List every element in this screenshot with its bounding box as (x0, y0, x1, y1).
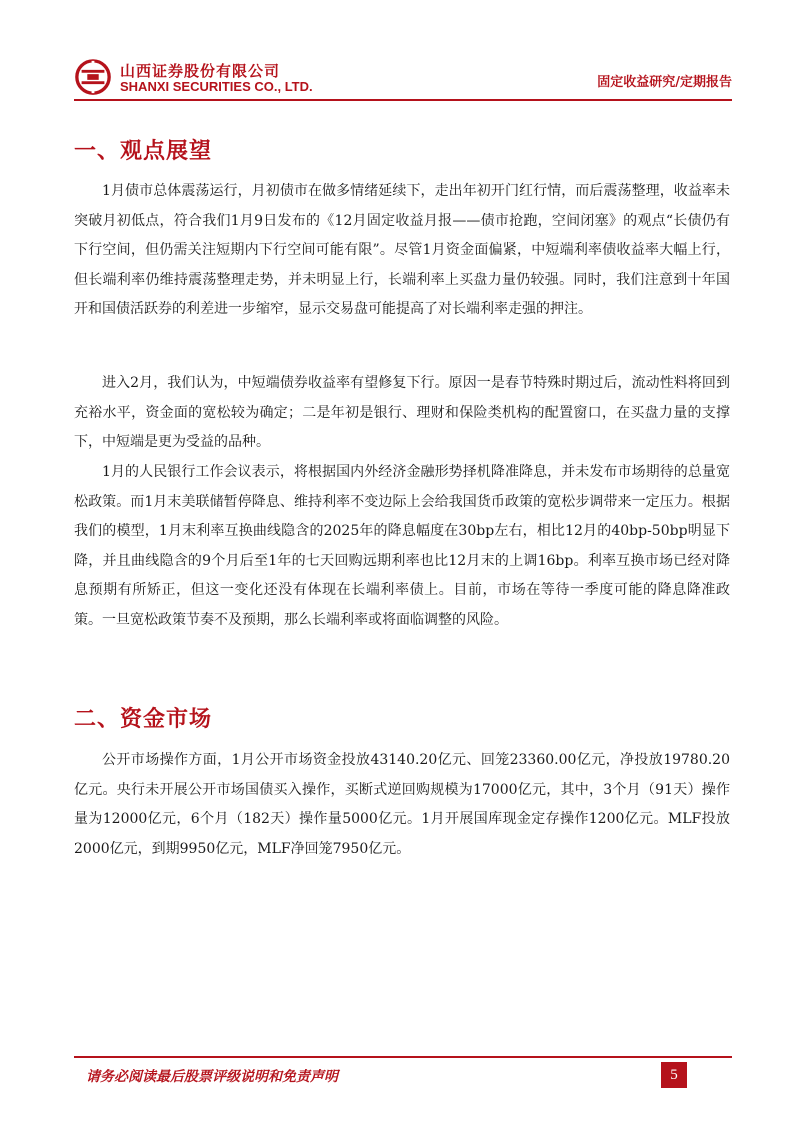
outlook-paragraph-3: 1月的人民银行工作会议表示，将根据国内外经济金融形势择机降准降息，并未发布市场期待的总量宽松政策。而1月末美联储暂停降息、维持利率不变边际上会给我国货币政策的宽松步调带来一定压力。根据我们的模型，1月末利率互换曲线隐含的2025年的降息幅度在30bp左右，相比12月的40bp-50bp明显下降，并且曲线隐含的9个月后至1年的七天回购远期利率也比12月末的上调16bp。利率互换市场已经对降息预期有所矫正，但这一变化还没有体现在长端利率债上。目前，市场在等待一季度可能的降息降准政策。一旦宽松政策节奏不及预期，那么长端利率或将面临调整的风险。 (74, 464, 730, 628)
outlook-paragraph-1: 1月债市总体震荡运行，月初债市在做多情绪延续下，走出年初开门红行情，而后震荡整理，收益率未突破月初低点，符合我们1月9日发布的《12月固定收益月报——债市抢跑，空间闭塞》的观点“长债仍有下行空间，但仍需关注短期内下行空间可能有限”。尽管1月资金面偏紧，中短端利率债收益率大幅上行，但长端利率仍维持震荡整理走势，并未明显上行，长端利率上买盘力量仍较强。同时，我们注意到十年国开和国债活跃券的利差进一步缩窄，显示交易盘可能提高了对长端利率走强的押注。 (74, 183, 730, 317)
company-name-en: SHANXI SECURITIES CO., LTD. (120, 79, 313, 94)
section-title-outlook: 一、观点展望 (74, 139, 213, 164)
disclaimer-link[interactable]: 请务必阅读最后股票评级说明和免责声明 (86, 1069, 338, 1085)
outlook-paragraph-2: 进入2月，我们认为，中短端债券收益率有望修复下行。原因一是春节特殊时期过后，流动性料将回到充裕水平，资金面的宽松较为确定；二是年初是银行、理财和保险类机构的配置窗口，在买盘力量的支撑下，中短端是更为受益的品种。 (74, 375, 730, 450)
money-market-paragraph-1: 公开市场操作方面，1月公开市场资金投放43140.20亿元、回笼23360.00亿元，净投放19780.20亿元。央行未开展公开市场国债买入操作，买断式逆回购规模为17000亿元，其中，3个月（91天）操作量为12000亿元，6个月（182天）操作量5000亿元。1月开展国库现金定存操作1200亿元。MLF投放2000亿元，到期9950亿元，MLF净回笼7950亿元。 (74, 752, 730, 857)
company-name-cn: 山西证券股份有限公司 (120, 62, 281, 80)
header-divider (74, 99, 732, 101)
shanxi-securities-logo-icon (74, 58, 112, 96)
report-category: 固定收益研究/定期报告 (597, 75, 732, 90)
footer-divider (74, 1056, 732, 1058)
page-header (0, 0, 802, 102)
page-number: 5 (661, 1062, 687, 1088)
section-title-money-market: 二、资金市场 (74, 707, 213, 732)
